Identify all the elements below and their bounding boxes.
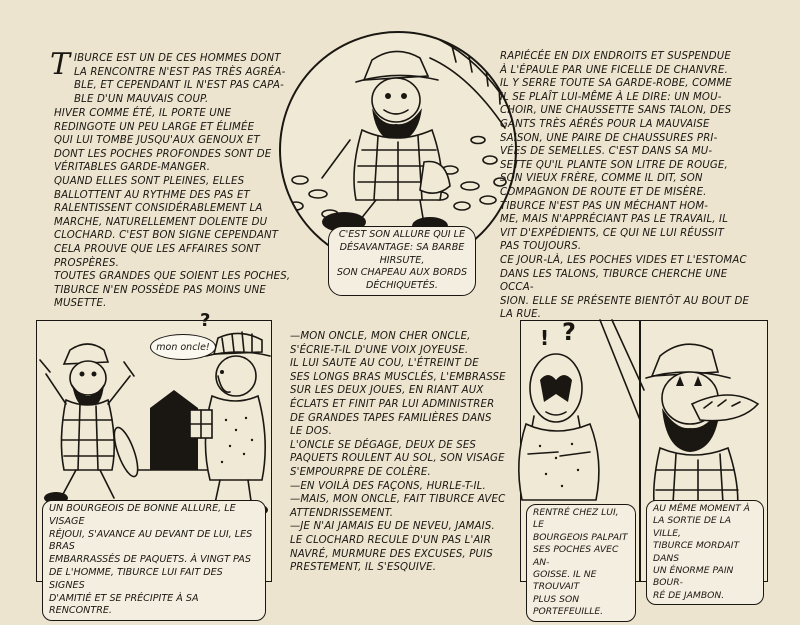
middle-text-column: —MON ONCLE, MON CHER ONCLE, S'ÉCRIE-T-IL D'UNE VOIX JOYEUSE. IL LUI SAUTE AU COU, L'ÉTREINT DE SES LONGS BRAS MUSCLÉS, L'EMBRASSE SUR LES DEUX JOUES, EN RIANT AUX ÉCLATS ET FINIT PAR LUI ADMINISTRER DE GRANDES TAPES FAMILIÈRES DANS LE DOS. L'ONCLE SE DÉGAGE, DEUX DE SES PAQUETS ROULENT AU SOL, SON VISAGE S'EMPOURPRE DE COLÈRE. —EN VOILÀ DES FAÇONS, HURLE-T-IL. —MAIS, MON ONCLE, FAIT TIBURCE AVEC ATTENDRISSEMENT. —JE N'AI JAMAIS EU DE NEVEU, JAMAIS. LE CLOCHARD RECULE D'UN PAS L'AIR NAVRÉ, MURMURE DES EXCUSES, PUIS PRESTEMENT, IL S'ESQUIVE. — [290, 331, 506, 574]
speech-text: mon oncle! — [156, 341, 210, 353]
left-text-intro: IBURCE EST UN DE CES HOMMES DONT LA RENCONTRE N'EST PAS TRÈS AGRÉA- BLE, ET CEPENDANT IL N'EST PAS CAPA- BLE D'UN MAUVAIS COUP. — [74, 53, 286, 105]
exclamation-mark: ! — [540, 326, 550, 350]
round-panel-caption: C'EST SON ALLURE QUI LE DÉSAVANTAGE: SA BARBE HIRSUTE, SON CHAPEAU AUX BORDS DÉCHIQUETÉS. — [328, 226, 476, 296]
panel-sandwich-caption: AU MÊME MOMENT À LA SORTIE DE LA VILLE, TIBURCE MORDAIT DANS UN ÉNORME PAIN BOUR- RÉ DE JAMBON. — [646, 500, 764, 605]
right-text-column: RAPIÉCÉE EN DIX ENDROITS ET SUSPENDUE À L'ÉPAULE PAR UNE FICELLE DE CHANVRE. IL Y SERRE TOUTE SA GARDE-ROBE, COMME IL SE PLAÎT LUI-MÊME À LE DIRE: UN MOU- CHOIR, UNE CHAUSSETTE SANS TALON, DES GANTS TRÈS AÉRÉS POUR LA MAUVAISE SAISON, UNE PAIRE DE CHAUSSURES PRI- VÉES DE SEMELLES. C'EST DANS SA MU- SETTE QU'IL PLANTE SON LITRE DE ROUGE, SON VIEUX FRÈRE, COMME IL DIT, SON COMPAGNON DE ROUTE ET DE MISÈRE. TIBURCE N'EST PAS UN MÉCHANT HOM- ME, MAIS N'APPRÉCIANT PAS LE TRAVAIL, IL VIT D'EXPÉDIENTS, CE QUI NE LUI RÉUSSIT PAS TOUJOURS. CE JOUR-LÀ, LES POCHES VIDES ET L'ESTOMAC DANS LES TALONS, TIBURCE CHERCHE UNE OCCA- SION. ELLE SE PRÉSENTE BIENTÔT AU BOUT DE LA RUE. — [500, 51, 750, 321]
question-mark-large: ? — [562, 318, 576, 346]
panel-bourgeois-caption: UN BOURGEOIS DE BONNE ALLURE, LE VISAGE RÉJOUI, S'AVANCE AU DEVANT DE LUI, LES BRAS EMBARRASSÉS DE PAQUETS. À VINGT PAS DE L'HOMME, TIBURCE LUI FAIT DES SIGNES D'AMITIÉ ET SE PRÉCIPITE À SA RENCONTRE. — [42, 500, 266, 621]
drop-cap: T — [50, 47, 71, 82]
question-mark: ? — [200, 310, 211, 331]
left-text-body: HIVER COMME ÉTÉ, IL PORTE UNE REDINGOTE UN PEU LARGE ET ÉLIMÉE QUI LUI TOMBE JUSQU'AUX GENOUX ET DONT LES POCHES PROFONDES SONT DE VÉRITABLES GARDE-MANGER. QUAND ELLES SONT PLEINES, ELLES BALLOTTENT AU RYTHME DES PAS ET RALENTISSENT CONSIDÉRABLEMENT LA MARCHE, NATURELLEMENT DOLENTE DU CLOCHARD. C'EST BON SIGNE CEPENDANT CELA PROUVE QUE LES AFFAIRES SONT PROSPÈRES. TOUTES GRANDES QUE SOIENT LES POCHES, TIBURCE N'EN POSSÈDE PAS MOINS UNE MUSETTE. — [54, 108, 291, 310]
panel-pickpocket-caption: RENTRÉ CHEZ LUI, LE BOURGEOIS PALPAIT SES POCHES AVEC AN- GOISSE. IL NE TROUVAIT PLUS SON PORTEFEUILLE. — [526, 504, 636, 622]
